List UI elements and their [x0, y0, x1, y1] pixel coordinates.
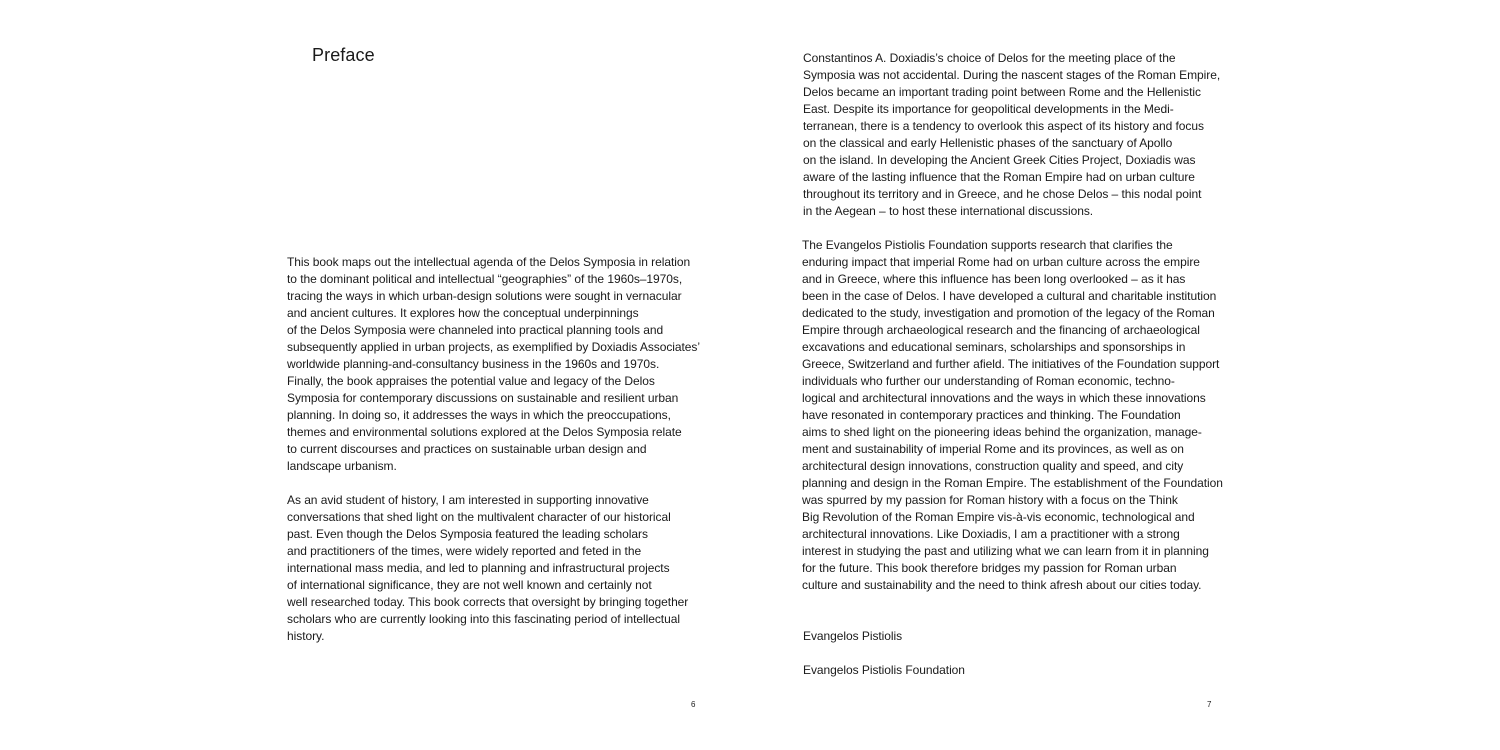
preface-paragraph-4: The Evangelos Pistiolis Foundation supports research that clarifies the enduring impact that imperial Rome had on urban culture across the empire and in Greece, where this influence has been long overlooked – as it has been in the case of Delos. I have developed a cultural and charitable institution dedicated to the study, investigation and promotion of the legacy of the Roman Empire through archaeological research and the financing of archaeological excavations and educational seminars, scholarships and sponsorships in Greece, Switzerland and further afield. The initiatives of the Foundation support individuals who further our understanding of Roman economic, techno- logical and architectural innovations and the ways in which these innovations have resonated in contemporary practices and thinking. The Foundation aims to shed light on the pioneering ideas behind the organization, manage- ment and sustainability of imperial Rome and its provinces, as well as on architectural design innovations, construction quality and speed, and city planning and design in the Roman Empire. The establishment of the Foundation was spurred by my passion for Roman history with a focus on the Think Big Revolution of the Roman Empire vis-à-vis economic, technological and architectural innovations. Like Doxiadis, I am a practitioner with a strong interest in studying the past and utilizing what we can learn from it in planning for the future. This book therefore bridges my passion for Roman urban culture and sustainability and the need to think afresh about our cities today.	[802, 238, 1223, 592]
page-number-left: 6	[691, 700, 696, 709]
signature-name: Evangelos Pistiolis	[803, 629, 903, 643]
preface-paragraph-3: Constantinos A. Doxiadis’s choice of Delos for the meeting place of the Symposia was not accidental. During the nascent stages of the Roman Empire, Delos became an important trading point between Rome and the Hellenistic East. Despite its importance for geopolitical developments in the Medi- terranean, there is a tendency to overlook this aspect of its history and focus on the classical and early Hellenistic phases of the sanctuary of Apollo on the island. In developing the Ancient Greek Cities Project, Doxiadis was aware of the lasting influence that the Roman Empire had on urban culture throughout its territory and in Greece, and he chose Delos – this nodal point in the Aegean – to host these international discussions.	[803, 51, 1221, 218]
preface-paragraph-1: This book maps out the intellectual agenda of the Delos Symposia in relation to the dominant political and intellectual “geographies” of the 1960s–1970s, tracing the ways in which urban-design solutions were sought in vernacular and ancient cultures. It explores how the conceptual underpinnings of the Delos Symposia were channeled into practical planning tools and subsequently applied in urban projects, as exemplified by Doxiadis Associates’ worldwide planning-and-consultancy business in the 1960s and 1970s. Finally, the book appraises the potential value and legacy of the Delos Symposia for contemporary discussions on sustainable and resilient urban planning. In doing so, it addresses the ways in which the preoccupations, themes and environmental solutions explored at the Delos Symposia relate to current discourses and practices on sustainable urban design and landscape urbanism.	[287, 255, 701, 473]
page-title: Preface	[312, 45, 375, 65]
signature-block	[803, 611, 1233, 696]
signature-organization: Evangelos Pistiolis Foundation	[803, 663, 965, 677]
page-number-right: 7	[1207, 700, 1212, 709]
right-page	[750, 0, 1500, 750]
preface-paragraph-2: As an avid student of history, I am interested in supporting innovative conversations that shed light on the multivalent character of our historical past. Even though the Delos Symposia featured the leading scholars and practitioners of the times, were widely reported and feted in the international mass media, and led to planning and infrastructural projects of international significance, they are not well known and certainly not well researched today. This book corrects that oversight by bringing together scholars who are currently looking into this fascinating period of intellectual history.	[287, 493, 689, 643]
